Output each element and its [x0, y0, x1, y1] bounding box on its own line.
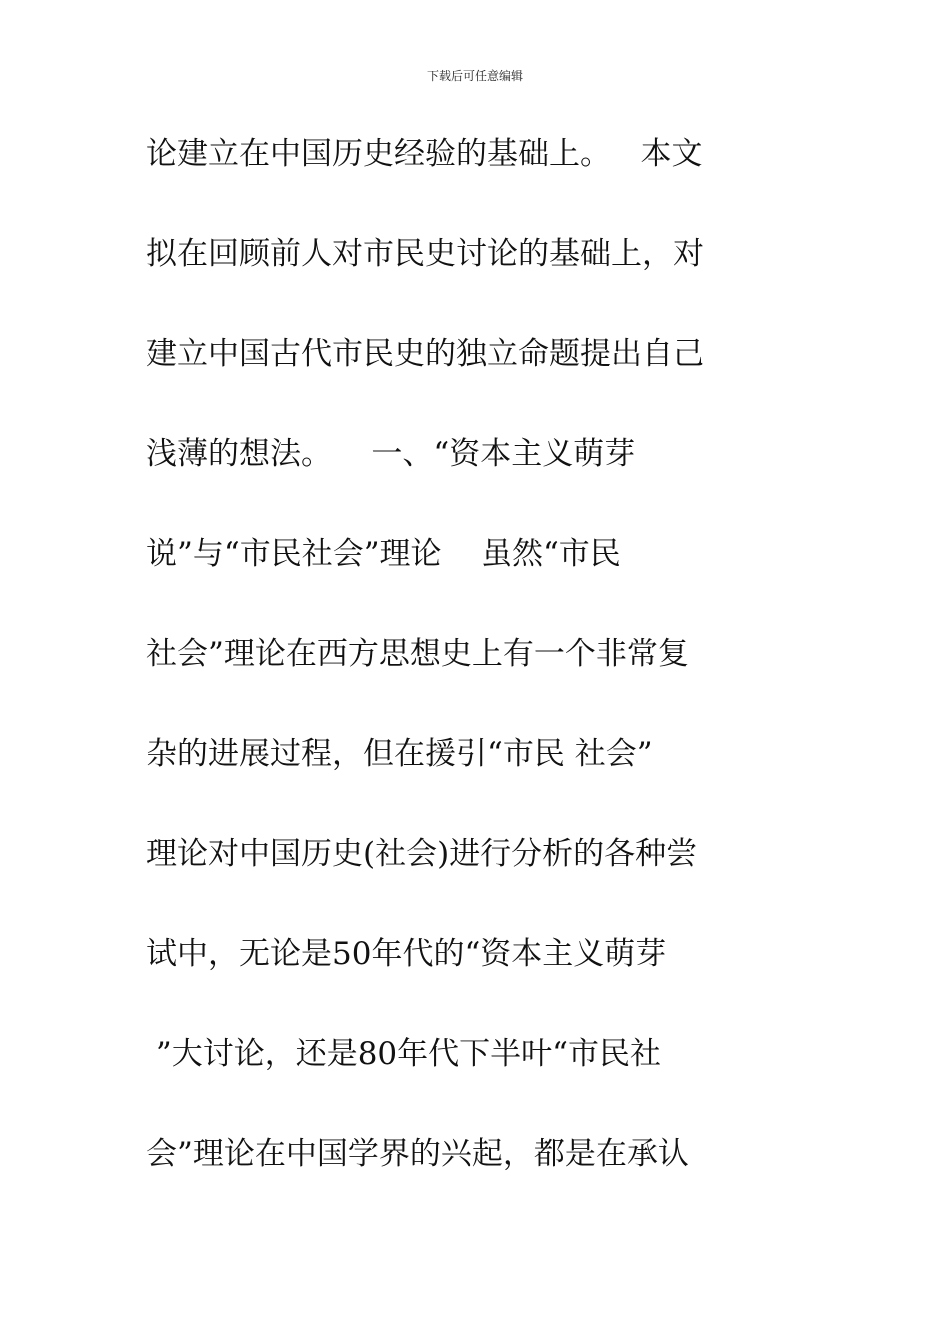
text-line-1: 论建立在中国历史经验的基础上。 本文 [146, 136, 703, 172]
text-line-5: 说”与“市民社会”理论 虽然“市民 [146, 536, 621, 572]
text-line-4: 浅薄的想法。 一、“资本主义萌芽 [146, 436, 636, 472]
page-header: 下载后可任意编辑 [426, 69, 523, 83]
text-line-9: 试中，无论是50年代的“资本主义萌芽 [146, 936, 667, 972]
text-line-8: 理论对中国历史(社会)进行分析的各种尝 [146, 836, 698, 872]
text-line-2: 拟在回顾前人对市民史讨论的基础上，对 [146, 236, 704, 272]
text-line-6: 社会”理论在西方思想史上有一个非常复 [146, 636, 689, 672]
text-line-7: 杂的进展过程，但在援引“市民 社会” [146, 736, 653, 772]
text-line-3: 建立中国古代市民史的独立命题提出自己 [146, 336, 704, 372]
text-line-11: 会”理论在中国学界的兴起，都是在承认 [146, 1136, 689, 1172]
body-text [146, 124, 826, 1224]
text-line-10: ”大讨论，还是80年代下半叶“市民社 [146, 1036, 661, 1072]
